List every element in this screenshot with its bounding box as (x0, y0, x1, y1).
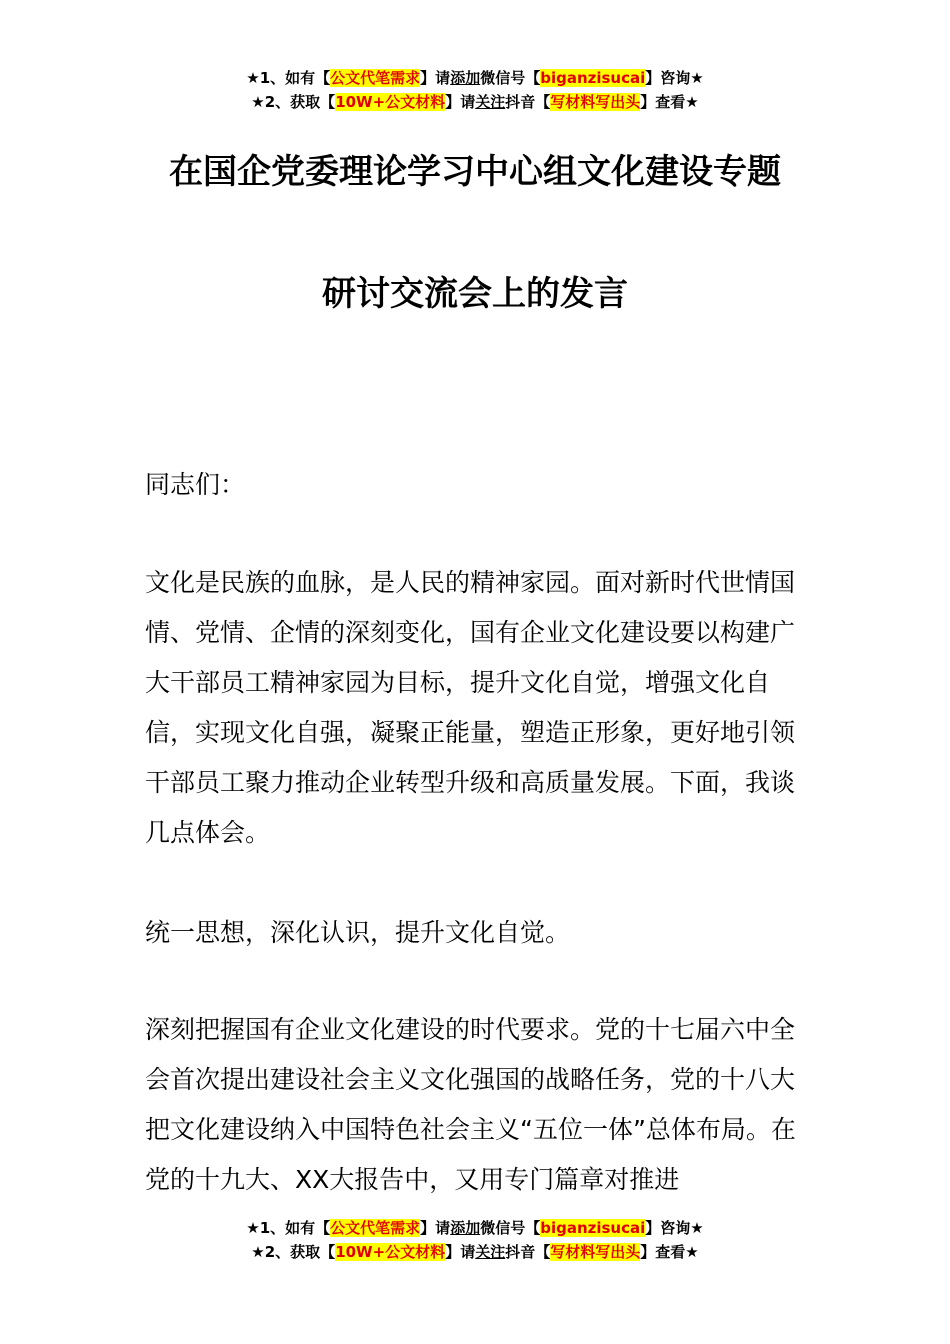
document-title-line-2: 研讨交流会上的发言 (322, 274, 628, 314)
banner-text: ★1、如有【 (246, 69, 331, 87)
section-heading-text: 统一思想，深化认识，提升文化自觉。 (145, 918, 571, 947)
highlight-service: 公文代笔需求 (330, 1219, 421, 1237)
banner-text: 微信号【 (480, 1219, 541, 1237)
footer-banner (0, 1216, 950, 1264)
banner-text: ★2、获取【 (251, 1243, 336, 1261)
banner-text: 】请 (445, 93, 476, 111)
banner-text: 】咨询★ (645, 1219, 704, 1237)
banner-text: 抖音【 (505, 1243, 551, 1261)
salutation (145, 460, 810, 510)
banner-text: 】查看★ (640, 1243, 699, 1261)
underline-add: 添加 (450, 1219, 481, 1237)
banner-text: 】咨询★ (645, 69, 704, 87)
section-heading (145, 908, 810, 958)
highlight-douyin-account: 写材料写出头 (550, 1243, 641, 1261)
banner-text: 微信号【 (480, 69, 541, 87)
underline-add: 添加 (450, 69, 481, 87)
paragraph-2 (145, 1005, 810, 1205)
paragraph-text: 文化是民族的血脉，是人民的精神家园。面对新时代世情国情、党情、企情的深刻变化，国有企业文化建设要以构建广大干部员工精神家园为目标，提升文化自觉，增强文化自信，实现文化自强，凝聚正能量，塑造正形象，更好地引领干部员工聚力推动企业转型升级和高质量发展。下面，我谈几点体会。 (145, 568, 796, 847)
highlight-materials: 10W+公文材料 (335, 93, 446, 111)
highlight-douyin-account: 写材料写出头 (550, 93, 641, 111)
highlight-service: 公文代笔需求 (330, 69, 421, 87)
banner-text: 抖音【 (505, 93, 551, 111)
banner-text: ★2、获取【 (251, 93, 336, 111)
banner-text: 】请 (420, 1219, 451, 1237)
banner-line-1 (0, 1216, 950, 1240)
highlight-wechat-id: biganzisucai (540, 1219, 646, 1237)
banner-text: 】查看★ (640, 93, 699, 111)
banner-line-1 (0, 66, 950, 90)
salutation-text: 同志们： (145, 470, 246, 499)
underline-follow: 关注 (475, 93, 506, 111)
paragraph-1 (145, 558, 810, 858)
banner-text: ★1、如有【 (246, 1219, 331, 1237)
document-title-line-1: 在国企党委理论学习中心组文化建设专题 (169, 152, 781, 192)
highlight-wechat-id: biganzisucai (540, 69, 646, 87)
banner-line-2 (0, 1240, 950, 1264)
banner-line-2 (0, 90, 950, 114)
header-banner (0, 66, 950, 114)
highlight-materials: 10W+公文材料 (335, 1243, 446, 1261)
underline-follow: 关注 (475, 1243, 506, 1261)
banner-text: 】请 (445, 1243, 476, 1261)
paragraph-text: 深刻把握国有企业文化建设的时代要求。党的十七届六中全会首次提出建设社会主义文化强国的战略任务，党的十八大把文化建设纳入中国特色社会主义“五位一体”总体布局。在党的十九大、XX大报告中，又用专门篇章对推进 (145, 1015, 796, 1194)
banner-text: 】请 (420, 69, 451, 87)
